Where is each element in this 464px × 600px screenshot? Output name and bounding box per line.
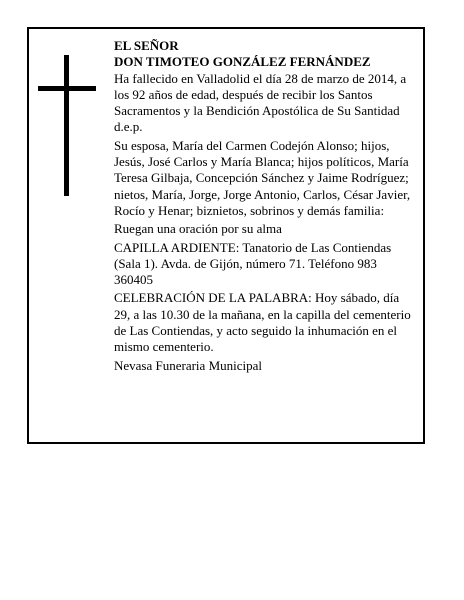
cross-horizontal-bar [38,86,96,91]
chapel-info: CAPILLA ARDIENTE: Tanatorio de Las Contiendas (Sala 1). Avda. de Gijón, número 71. Teléfono 983 360405 [114,239,392,288]
death-announcement: Ha fallecido en Valladolid el día 28 de marzo de 2014, a los 92 años de edad, después de recibir los Santos Sacramentos y la Bendición Apostólica de Su Santidad d.e.p. [114,70,407,135]
ceremony-info: CELEBRACIÓN DE LA PALABRA: Hoy sábado, día 29, a las 10.30 de la mañana, en la capilla del cementerio de Las Contiendas, y acto seguido la inhumación en el mismo cementerio. [114,290,411,355]
prayer-request: Ruegan una oración por su alma [114,221,282,237]
notice-title [114,38,416,71]
obituary-text [114,38,416,376]
family-list: Su esposa, María del Carmen Codejón Alonso; hijos, Jesús, José Carlos y María Blanca; hijos políticos, María Teresa Gilbaja, Concepción Sánchez y Jaime Rodríguez; nietos, María, Jorge, Jorge Antonio, Carlos, César Javier, Rocío y Henar; biznietos, sobrinos y demás familia: [114,137,411,218]
funeral-home: Nevasa Funeraria Municipal [114,357,263,373]
title-line-1: EL SEÑOR [114,38,179,53]
cross-vertical-bar [64,55,69,196]
deceased-name: DON TIMOTEO GONZÁLEZ FERNÁNDEZ [114,54,371,70]
